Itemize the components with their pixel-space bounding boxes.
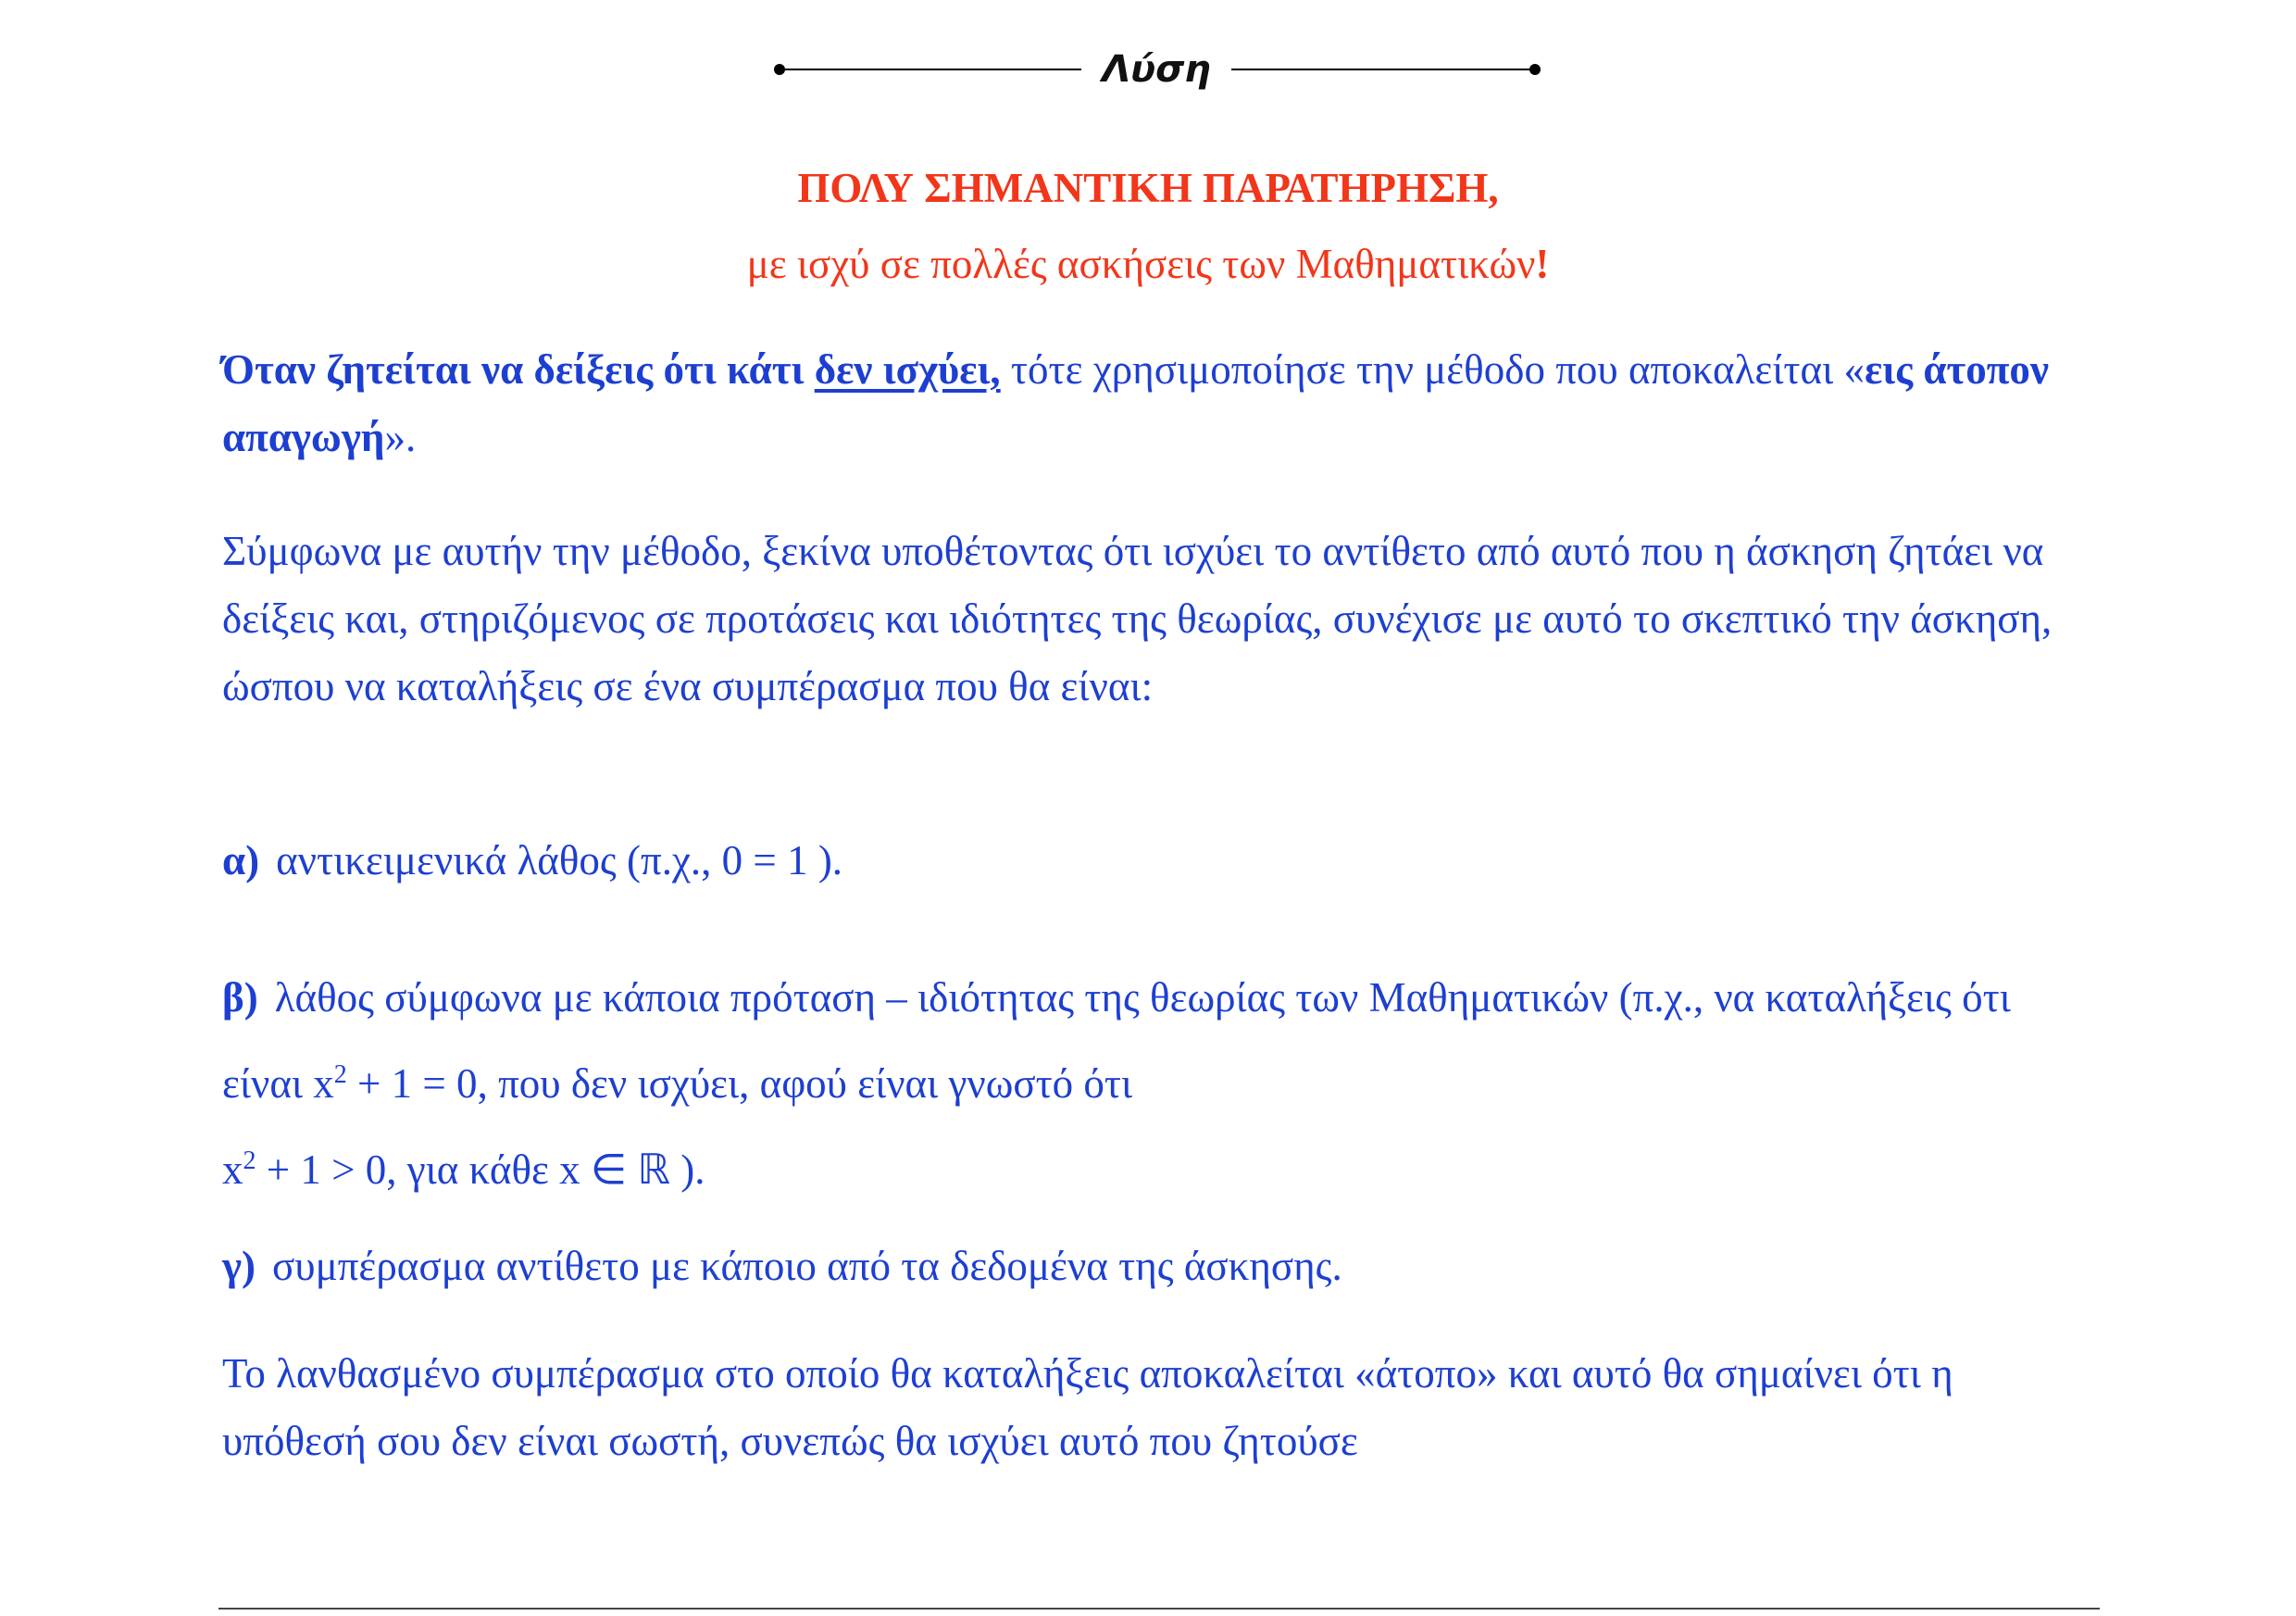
footer-rule [218, 1608, 2100, 1610]
list-item-c-text: συμπέρασμα αντίθετο με κάποιο από τα δεδομένα της άσκησης. [272, 1243, 1342, 1289]
header-right-rule [1231, 69, 1537, 70]
math-2-base: x [222, 1146, 243, 1193]
notice-subtitle-text: με ισχύ σε πολλές ασκήσεις των Μαθηματικών [746, 241, 1536, 287]
intro-mid: τότε χρησιμοποίησε την μέθοδο που αποκαλείται « [1010, 346, 1865, 393]
intro-end: ». [384, 414, 417, 460]
header-right-dot [1529, 64, 1541, 75]
intro-bold-term: εις άτοπον απαγωγή [222, 346, 2049, 460]
list-item-b-text1: λάθος σύμφωνα με κάποια πρόταση – ιδιότητας της θεωρίας των Μαθηματικών (π.χ., να καταλήξεις ότι είναι [222, 974, 2011, 1107]
math-1-base: x [313, 1060, 334, 1107]
list-item-c-label: γ) [222, 1243, 256, 1289]
header-left-rule [780, 69, 1081, 70]
list-item-c [222, 1233, 2088, 1300]
intro-underlined: δεν ισχύει, [814, 346, 1001, 393]
math-1-rest: + 1 = 0 [357, 1060, 478, 1107]
intro-bold-start: Όταν ζητείται να δείξεις ότι κάτι [222, 346, 805, 393]
list-item-a-text: αντικειμενικά λάθος (π.χ., 0 = 1 ). [276, 837, 843, 883]
list-item-b-text2: , που δεν ισχύει, αφού είναι γνωστό ότι [477, 1060, 1133, 1107]
math-2-exponent: 2 [243, 1146, 256, 1175]
notice-subtitle [0, 236, 2296, 292]
math-expression-1 [313, 1060, 477, 1107]
list-item-b-text4: ). [680, 1146, 705, 1193]
paragraph-conclusion: Το λανθασμένο συμπέρασμα στο οποίο θα καταλήξεις αποκαλείται «άτοπο» και αυτό θα σημαίνει ότι η υπόθεσή σου δεν είναι σωστή, συνεπώς θα ισχύει αυτό που ζητούσε [222, 1350, 1953, 1464]
list-item-b-label: β) [222, 974, 258, 1021]
list-item-b [222, 958, 2088, 1209]
notice-subtitle-exclamation: ! [1535, 241, 1550, 287]
paragraph-method: Σύμφωνα με αυτήν την μέθοδο, ξεκίνα υποθέτοντας ότι ισχύει το αντίθετο από αυτό που η άσκηση ζητάει να δείξεις και, στηριζόμενος σε προτάσεις και ιδιότητες της θεωρίας, συνέχισε με αυτό το σκεπτικό την άσκηση, ώσπου να καταλήξεις σε ένα συμπέρασμα που θα είναι: [222, 528, 2053, 709]
list-item-b-text3: , για κάθε [386, 1146, 549, 1193]
header-title: Λύση [1102, 48, 1211, 91]
list-item-a-label: α) [222, 837, 260, 883]
notice-title: ΠΟΛΥ ΣΗΜΑΝΤΙΚΗ ΠΑΡΑΤΗΡΗΣΗ, [797, 165, 1499, 211]
list-item-a [222, 827, 2088, 895]
math-2-rest: + 1 > 0 [266, 1146, 387, 1193]
math-expression-3: x ∈ ℝ [559, 1146, 670, 1193]
paragraph-intro [222, 336, 2088, 471]
header [0, 46, 2296, 93]
math-expression-2 [222, 1146, 386, 1193]
math-1-exponent: 2 [333, 1060, 347, 1089]
